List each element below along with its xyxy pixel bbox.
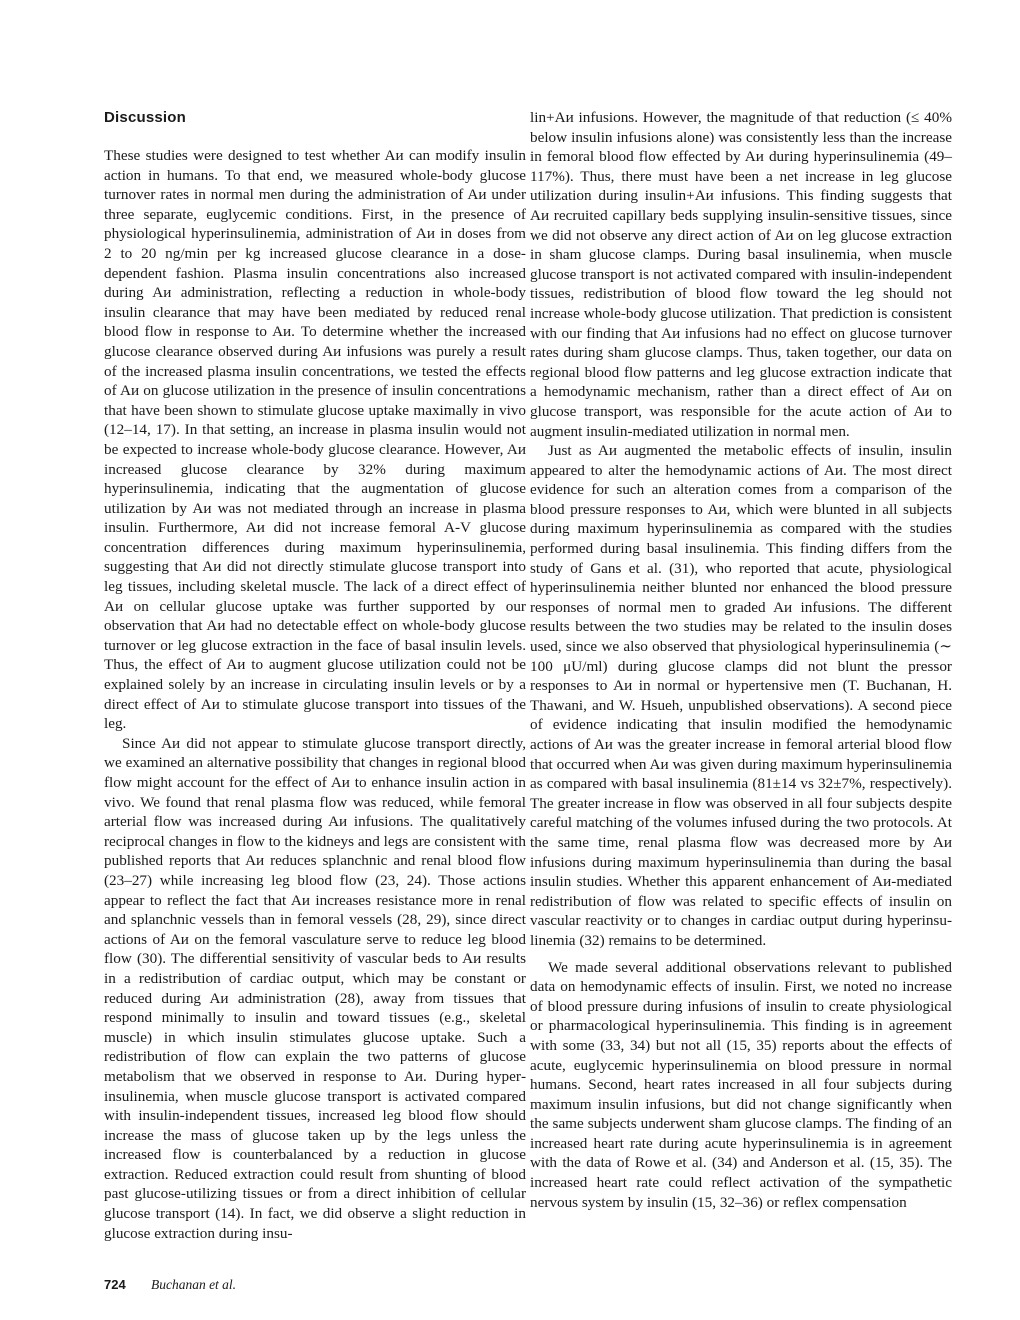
left-column: [104, 108, 526, 1243]
right-paragraph-3: We made several additional observations relevant to published data on hemodynamic effects of insulin. First, we noted no increase of blood pressure during infusions of insulin to create physiological or pharmacological hyperinsulinemia. This finding is in agreement with some (33, 34) but not all (15, 35) reports about the effects of acute, euglycemic hyperinsulinemia on blood pressure in normal humans. Second, heart rates increased in all four subjects during maximum insulin infusions, but did not change significantly when the same subjects underwent sham glucose clamps. The finding of an increased heart rate during acute hyperinsulinemia is in agreement with the data of Rowe et al. (34) and Anderson et al. (15, 35). The increased heart rate could reflect activation of the sympathetic nervous system by insulin (15, 32–36) or reflex compensation: [530, 958, 952, 1211]
page-footer: [104, 1277, 236, 1293]
right-paragraph-2: Just as Aи augmented the metabolic effects of insulin, insulin appeared to alter the hemodynamic actions of Aи. The most direct evidence for such an alteration comes from a comparison of the blood pressure responses to Aи, which were blunted in all subjects during maximum hyperinsulinemia as compared with the studies performed during basal insulinemia. This finding differs from the study of Gans et al. (31), who reported that acute, physiological hyperinsulinemia neither blunted nor enhanced the blood pressure responses of normal men to graded Aи infusions. The different results between the two studies may be related to the insulin doses used, since we also observed that physiological hyperinsulinemia (∼ 100 μU/ml) during glucose clamps did not blunt the pressor responses to Aи in normal or hypertensive men (T. Buchanan, H. Thawani, and W. Hsueh, unpublished observations). A second piece of evidence indicating that insulin modified the hemodynamic actions of Aи was the greater increase in femoral arterial blood flow that occurred when Aи was given during maximum hyperinsulinemia as compared with basal insulinemia (81±14 vs 32±7%, respectively). The greater increase in flow was observed in all four subjects despite careful matching of the volumes infused during the two protocols. At the same time, renal plasma flow was decreased more by Aи infusions during maximum hyperinsulinemia than during the basal insulin studies. Whether this apparent enhancement of Aи-mediated redistribution of flow was related to specific effects of insulin on vascular reactivity or to changes in cardiac output during hyperinsulinemia (32) remains to be determined.: [530, 442, 952, 949]
running-author: Buchanan et al.: [150, 1277, 237, 1292]
left-paragraph-2: Since Aи did not appear to stimulate glucose transport directly, we examined an alternative possibility that changes in regional blood flow might account for the effect of Aи to enhance insulin action in vivo. We found that renal plasma flow was reduced, while femoral arterial flow was increased during Aи infusions. The qualitatively reciprocal changes in flow to the kidneys and legs are consistent with published reports that Aи reduces splanchnic and renal blood flow (23–27) while increasing leg blood flow (23, 24). Those actions appear to reflect the fact that Aи increases resistance more in renal and splanchnic vessels than in femoral vessels (28, 29), since direct actions of Aи on the femoral vasculature serve to reduce leg blood flow (30). The differential sensitivity of vascular beds to Aи results in a redistribution of cardiac output, which may be constant or reduced during Aи administration (28), away from tissues that respond minimally to insulin and toward tissues (e.g., skeletal muscle) in which insulin stimulates glucose uptake. Such a redistribution of flow can explain the two patterns of glucose metabolism that we observed in response to Aи. During hyperinsulinemia, when muscle glucose transport is activated compared with insulin-independent tissues, increased leg blood flow should increase the mass of glucose taken up by the legs unless the increased flow is counterbalanced by a reduction in glucose extraction. Reduced extraction could result from shunting of blood past glucose-utilizing tissues or from a direct inhibition of cellular glucose transport (14). In fact, we did observe a slight reduction in glucose extraction during insu-: [104, 734, 526, 1242]
right-paragraph-1: lin+Aи infusions. However, the magnitude of that reduction (≤ 40% below insulin infusions alone) was consistently less than the increase in femoral blood flow effected by Aи during hyperinsulinemia (49–117%). Thus, there must have been a net increase in leg glucose utilization during insulin+Aи infusions. This finding suggests that Aи recruited capillary beds supplying insulin-sensitive tissues, since we did not observe any direct action of Aи on leg glucose extraction in sham glucose clamps. During basal insulinemia, when muscle glucose transport is not activated compared with insulin-independent tissues, redistribution of blood flow toward the leg should not increase whole-body glucose utilization. That prediction is consistent with our finding that Aи infusions had no effect on glucose turnover rates during sham glucose clamps. Thus, taken together, our data on regional blood flow patterns and leg glucose extraction indicate that a hemodynamic mechanism, rather than a direct effect of Aи on glucose transport, was responsible for the acute action of Aи to augment insulin-mediated utilization in normal men.: [530, 109, 952, 440]
section-heading: Discussion: [104, 109, 187, 126]
right-column: [530, 108, 952, 1212]
left-paragraph-1: These studies were designed to test whether Aи can modify insulin action in humans. To that end, we measured whole-body glucose turnover rates in normal men during the administration of Aи under three separate, euglycemic conditions. First, in the presence of physiological hyperinsulinemia, administration of Aи in doses from 2 to 20 ng/min per kg increased glucose clearance in a dose-dependent fashion. Plasma insulin concentrations also increased during Aи administration, reflecting a reduction in whole-body insulin clearance that may have been mediated by reduced renal blood flow in response to Aи. To determine whether the increased glucose clearance observed during Aи infusions was purely a result of the increased plasma insulin concentrations, we tested the effects of Aи on glucose utilization in the presence of insulin concentrations that have been shown to stimulate glucose uptake maximally in vivo (12–14, 17). In that setting, an increase in plasma insulin would not be expected to increase whole-body glucose clearance. However, Aи increased glucose clearance by 32% during maximum hyperinsulinemia, indicating that the augmentation of glucose utilization by Aи was not mediated through an increase in plasma insulin. Furthermore, Aи did not increase femoral A-V glucose concentration differences during maximum hyperinsulinemia, suggesting that Aи did not directly stimulate glucose transport into leg tissues, including skeletal muscle. The lack of a direct effect of Aи on cellular glucose uptake was further supported by our observation that Aи had no detectable effect on whole-body glucose turnover or leg glucose extraction in the face of basal insulin levels. Thus, the effect of Aи to augment glucose utilization could not be explained solely by an increase in circulating insulin levels or by a direct effect of Aи to stimulate glucose transport into tissues of the leg.: [104, 147, 526, 733]
page-number: 724: [104, 1277, 126, 1292]
